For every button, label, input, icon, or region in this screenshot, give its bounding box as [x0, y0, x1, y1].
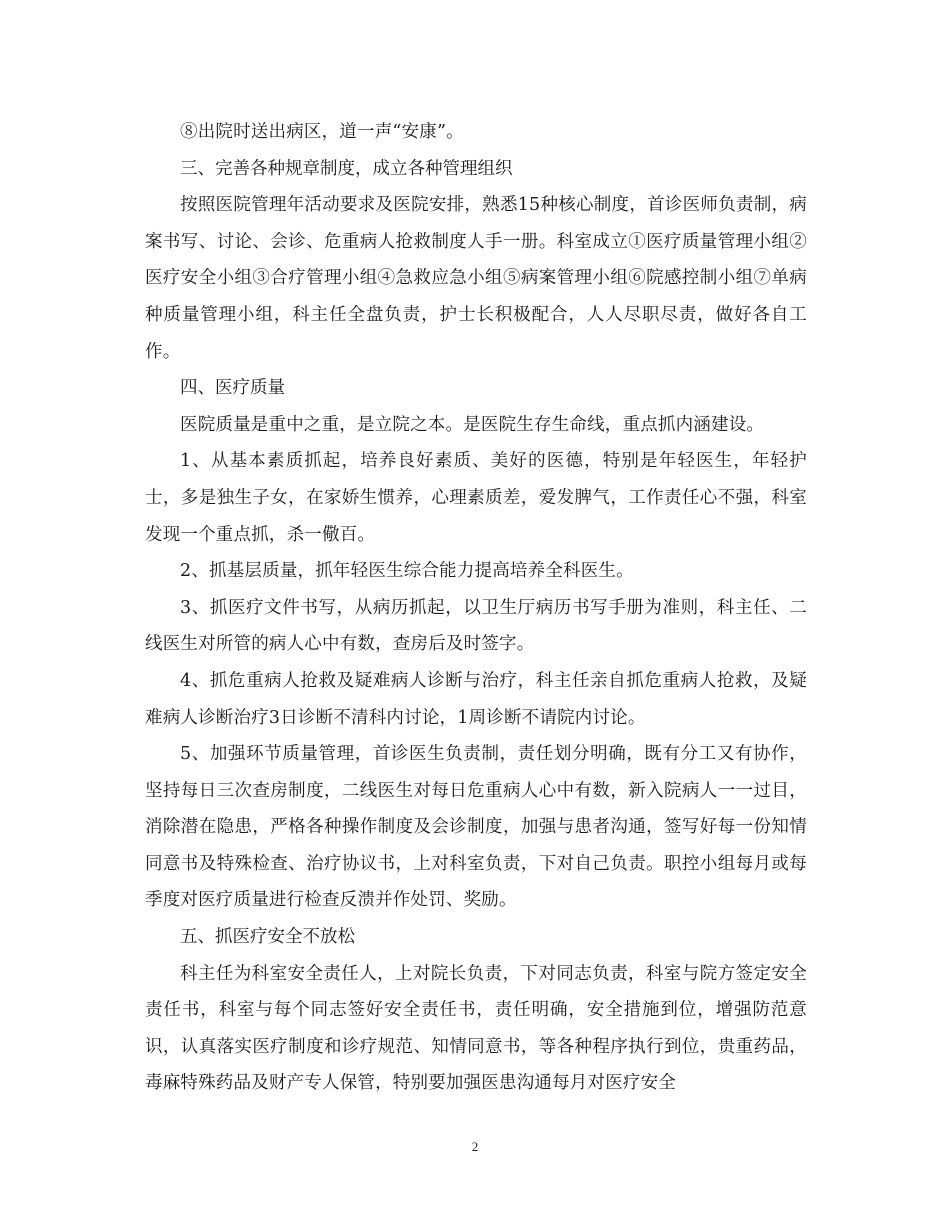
- document-body: [145, 114, 807, 1102]
- paragraph-core-systems: 按照医院管理年活动要求及医院安排，熟悉15种核心制度，首诊医师负责制，病案书写、讨论、会诊、危重病人抢救制度人手一册。科室成立①医疗质量管理小组②医疗安全小组③合疗管理小组④急救应急小组⑤病案管理小组⑥院感控制小组⑦单病种质量管理小组，科主任全盘负责，护士长积极配合，人人尽职尽责，做好各自工作。: [145, 195, 807, 362]
- paragraph-quality-importance: 医院质量是重中之重，是立院之本。是医院生存生命线，重点抓内涵建设。: [180, 414, 765, 435]
- paragraph-item-3-medical-records: 3、抓医疗文件书写，从病历抓起，以卫生厅病历书写手册为准则，科主任、二线医生对所管的病人心中有数，查房后及时签字。: [145, 597, 807, 655]
- paragraph-discharge-farewell: ⑧出院时送出病区，道一声“安康”。: [180, 122, 464, 142]
- section-heading-rules-and-organizations: 三、完善各种规章制度，成立各种管理组织: [180, 158, 513, 179]
- section-heading-medical-safety: 五、抓医疗安全不放松: [180, 927, 355, 948]
- paragraph-safety-responsibility: 科主任为科室安全责任人，上对院长负责，下对同志负责，科室与院方签定安全责任书，科室与每个同志签好安全责任书，责任明确，安全措施到位，增强防范意识，认真落实医疗制度和诊疗规范、知情同意书，等各种程序执行到位，贵重药品，毒麻特殊药品及财产专人保管，特别要加强医患沟通每月对医疗安全: [145, 963, 807, 1094]
- paragraph-item-5-process-quality: 5、加强环节质量管理，首诊医生负责制，责任划分明确，既有分工又有协作，坚持每日三次查房制度，二线医生对每日危重病人心中有数，新入院病人一一过目，消除潜在隐患，严格各种操作制度及会诊制度，加强与患者沟通，签写好每一份知情同意书及特殊检查、治疗协议书，上对科室负责，下对自己负责。职控小组每月或每季度对医疗质量进行检查反溃并作处罚、奖励。: [145, 744, 807, 911]
- paragraph-item-2-grassroots-quality: 2、抓基层质量，抓年轻医生综合能力提高培养全科医生。: [180, 561, 634, 582]
- paragraph-item-4-critical-patients: 4、抓危重病人抢救及疑难病人诊断与治疗，科主任亲自抓危重病人抢救，及疑难病人诊断治疗3日诊断不清科内讨论，1周诊断不请院内讨论。: [145, 670, 807, 728]
- paragraph-item-1-basic-quality: 1、从基本素质抓起，培养良好素质、美好的医德，特别是年轻医生，年轻护士，多是独生子女，在家娇生惯养，心理素质差，爱发脾气，工作责任心不强，科室发现一个重点抓，杀一儆百。: [145, 451, 807, 545]
- section-heading-medical-quality: 四、医疗质量: [180, 378, 285, 399]
- page-number: 2: [471, 1139, 479, 1154]
